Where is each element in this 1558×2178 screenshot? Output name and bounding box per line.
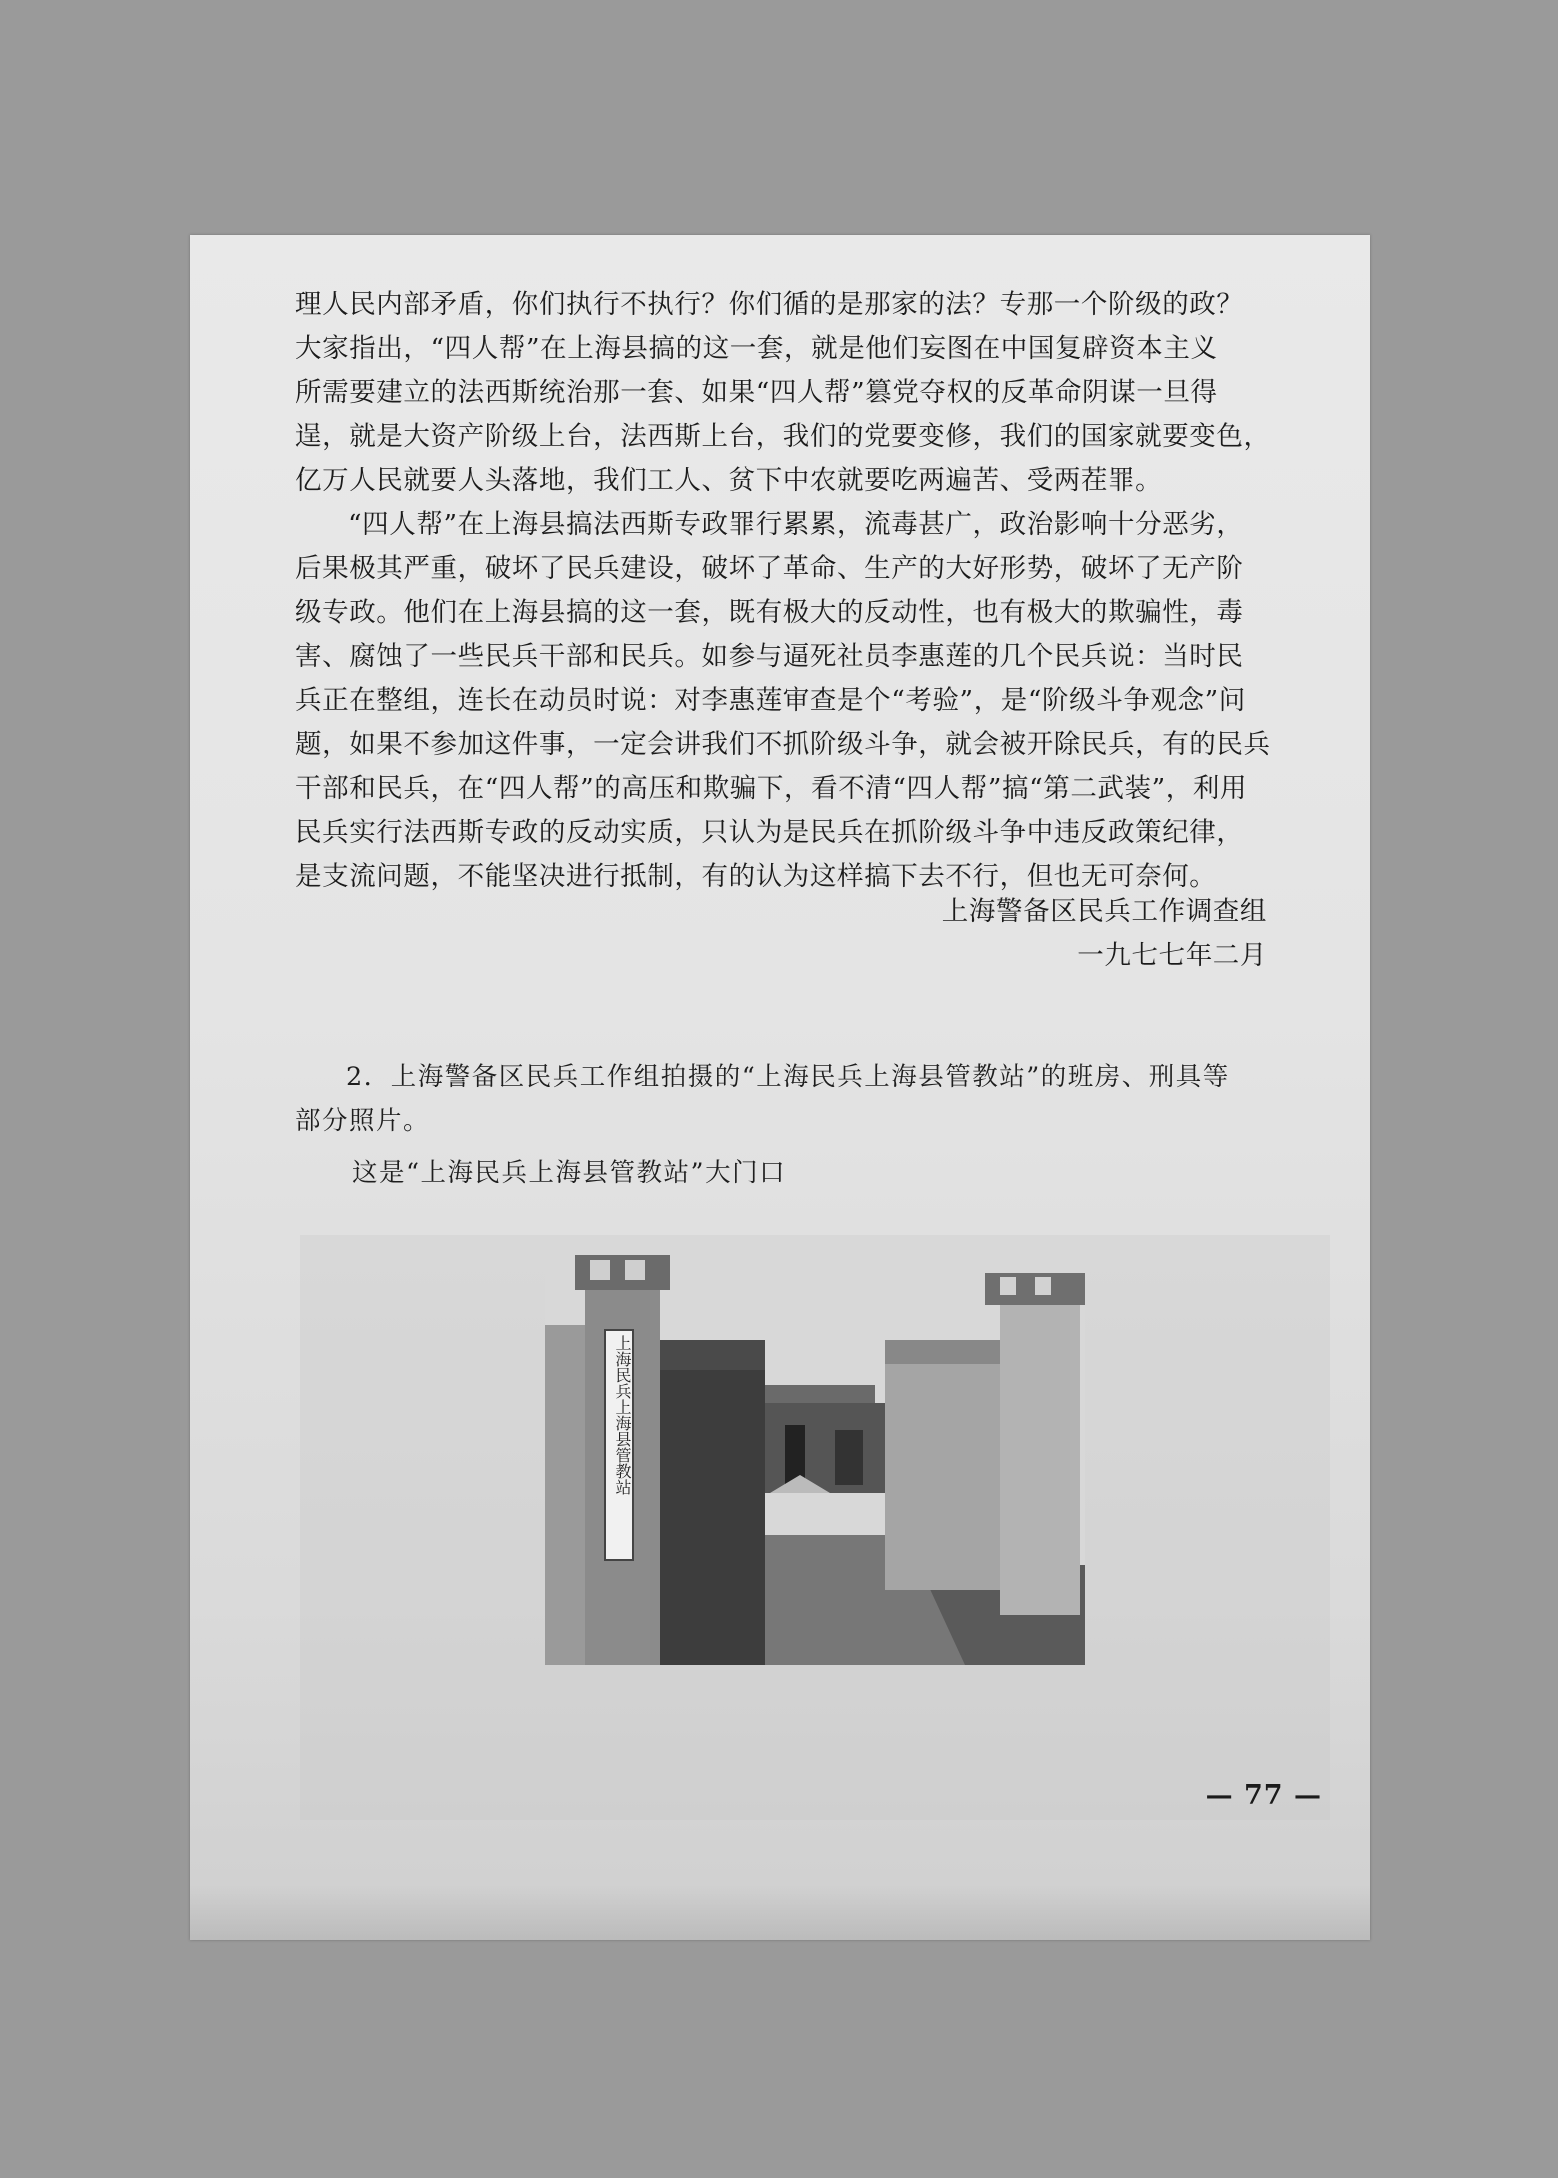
gate-photo bbox=[545, 1235, 1085, 1665]
section-line: 2．上海警备区民兵工作组拍摄的“上海民兵上海县管教站”的班房、刑具等 bbox=[346, 1062, 1230, 1092]
text-line: 逞，就是大资产阶级上台，法西斯上台，我们的党要变修，我们的国家就要变色， bbox=[295, 421, 1271, 452]
section-heading bbox=[295, 1055, 1325, 1143]
text-line: 害、腐蚀了一些民兵干部和民兵。如参与逼死社员李惠莲的几个民兵说：当时民 bbox=[295, 641, 1244, 672]
book-page bbox=[190, 235, 1370, 1940]
page-number: — 77 — bbox=[1205, 1780, 1322, 1811]
text-line: 级专政。他们在上海县搞的这一套，既有极大的反动性，也有极大的欺骗性，毒 bbox=[295, 597, 1244, 628]
text-line: 民兵实行法西斯专政的反动实质，只认为是民兵在抓阶级斗争中违反政策纪律， bbox=[295, 817, 1244, 848]
text-line: 后果极其严重，破坏了民兵建设，破坏了革命、生产的大好形势，破坏了无产阶 bbox=[295, 553, 1244, 584]
text-line: 题，如果不参加这件事，一定会讲我们不抓阶级斗争，就会被开除民兵，有的民兵 bbox=[295, 729, 1271, 760]
text-line: “四人帮”在上海县搞法西斯专政罪行累累，流毒甚广，政治影响十分恶劣， bbox=[348, 509, 1244, 540]
signature-organization: 上海警备区民兵工作调查组 bbox=[941, 896, 1267, 927]
text-line: 理人民内部矛盾，你们执行不执行？你们循的是那家的法？专那一个阶级的政？ bbox=[295, 289, 1244, 320]
photo-caption: 这是“上海民兵上海县管教站”大门口 bbox=[352, 1158, 787, 1188]
section-line: 部分照片。 bbox=[295, 1106, 431, 1136]
text-line: 兵正在整组，连长在动员时说：对李惠莲审查是个“考验”，是“阶级斗争观念”问 bbox=[295, 685, 1246, 716]
gate-sign-text: 上海民兵上海县管教站 bbox=[613, 1335, 632, 1495]
text-line: 大家指出，“四人帮”在上海县搞的这一套，就是他们妄图在中国复辟资本主义 bbox=[295, 333, 1218, 364]
text-line: 亿万人民就要人头落地，我们工人、贫下中农就要吃两遍苦、受两茬罪。 bbox=[295, 465, 1163, 496]
text-line: 所需要建立的法西斯统治那一套、如果“四人帮”篡党夺权的反革命阴谋一旦得 bbox=[295, 377, 1218, 408]
signature-date: 一九七七年二月 bbox=[1077, 940, 1267, 971]
body-text bbox=[295, 283, 1325, 899]
text-line: 是支流问题，不能坚决进行抵制，有的认为这样搞下去不行，但也无可奈何。 bbox=[295, 861, 1217, 892]
text-line: 干部和民兵，在“四人帮”的高压和欺骗下，看不清“四人帮”搞“第二武装”，利用 bbox=[295, 773, 1248, 804]
